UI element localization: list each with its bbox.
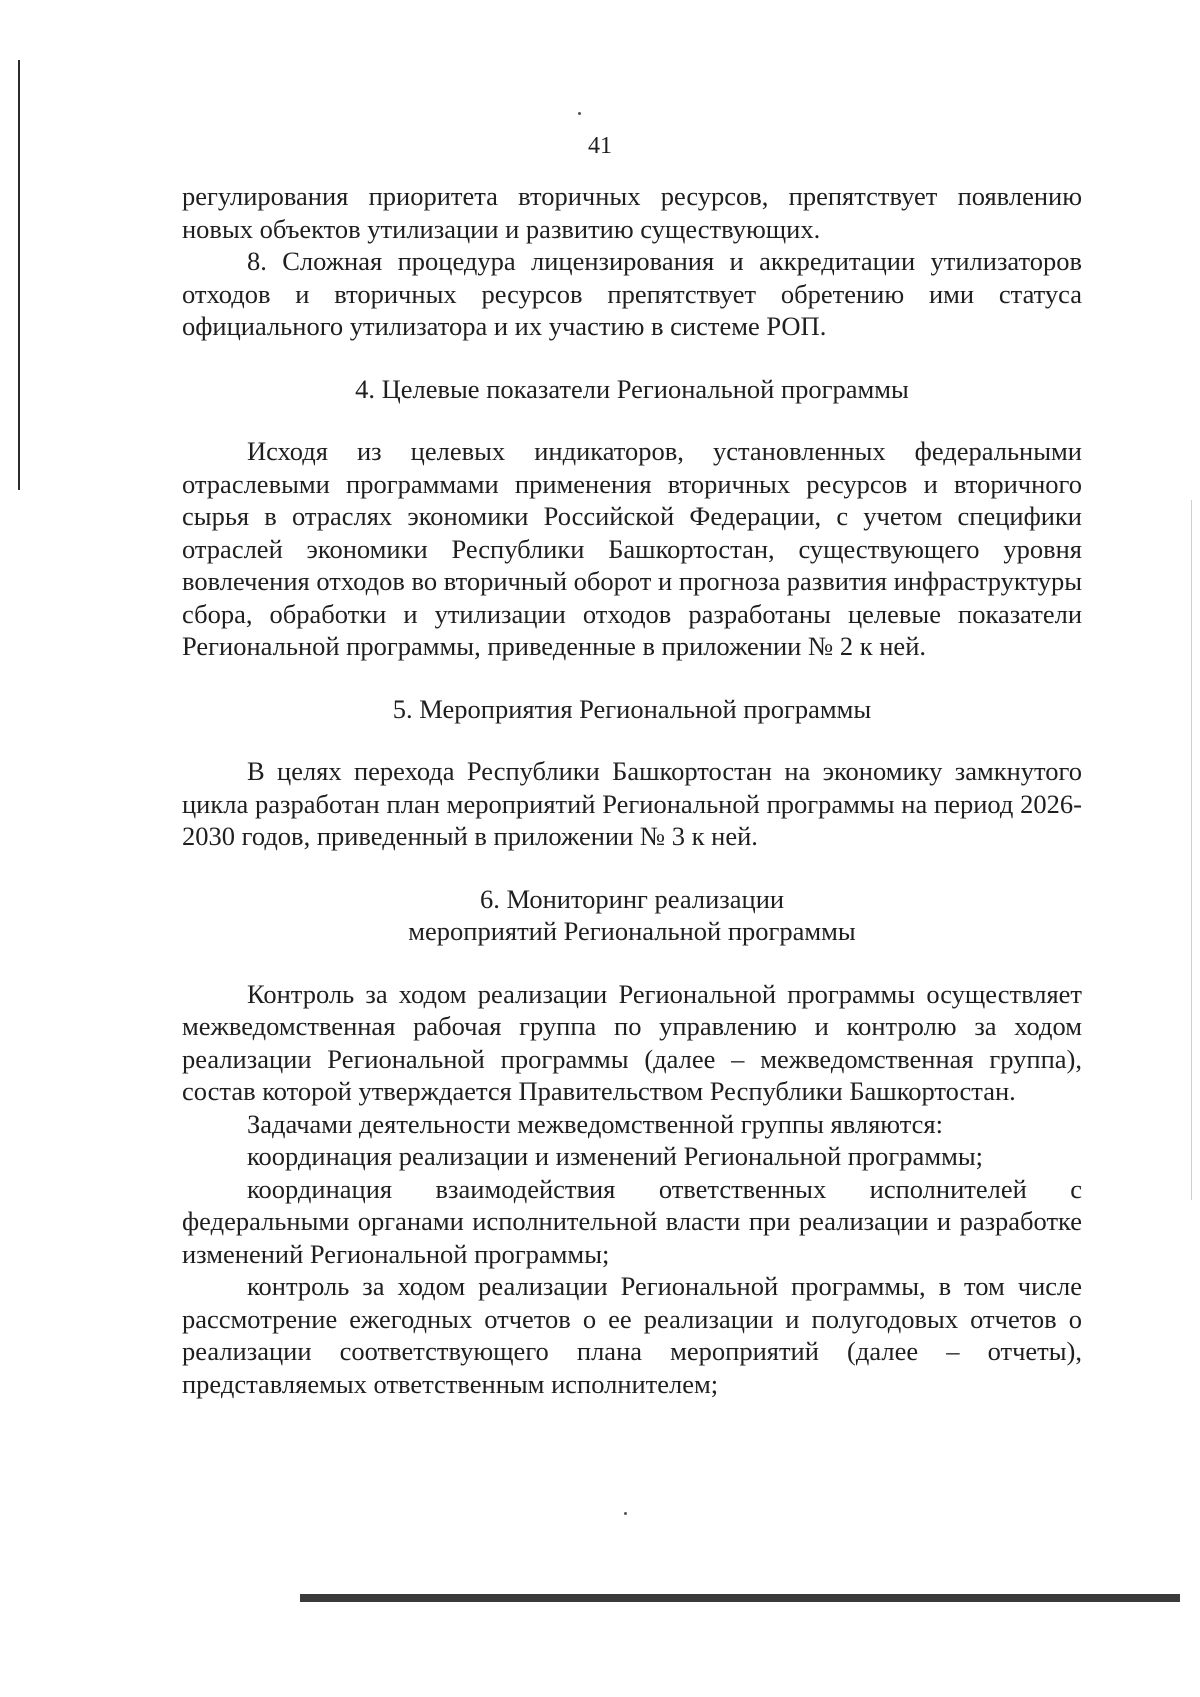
section-heading-4: 4. Целевые показатели Региональной программы	[355, 373, 909, 404]
paragraph: координация взаимодействия ответственных исполнителей с федеральными органами исполнительной власти при реализации и разработке изменений Региональной программы;	[182, 1173, 1082, 1269]
scan-speck	[578, 112, 581, 115]
document-body	[182, 180, 1082, 1400]
scan-right-edge	[1191, 500, 1192, 1200]
section-heading-6	[182, 883, 1082, 948]
paragraph: координация реализации и изменений Региональной программы;	[247, 1141, 984, 1171]
paragraph: Исходя из целевых индикаторов, установленных федеральными отраслевыми программами применения вторичных ресурсов и вторичного сырья в отраслях экономики Российской Федерации, с учетом специфики отраслей экономики Республики Башкортостан, существующего уровня вовлечения отходов во вторичный оборот и прогноза развития инфраструктуры сбора, обработки и утилизации отходов разработаны целевые показатели Региональной программы, приведенные в приложении № 2 к ней.	[182, 436, 1082, 661]
paragraph: 8. Сложная процедура лицензирования и аккредитации утилизаторов отходов и вторичных ресурсов препятствует обретению ими статуса официального утилизатора и их участию в системе РОП.	[182, 246, 1082, 341]
paragraph: Контроль за ходом реализации Региональной программы осуществляет межведомственная рабочая группа по управлению и контролю за ходом реализации Региональной программы (далее – межведомственная группа), состав которой утверждается Правительством Республики Башкортостан.	[182, 978, 1082, 1106]
section-heading-6-line2: мероприятий Региональной программы	[408, 916, 856, 946]
paragraph: В целях перехода Республики Башкортостан на экономику замкнутого цикла разработан план мероприятий Региональной программы на период 2026-2030 годов, приведенный в приложении № 3 к ней.	[182, 756, 1082, 851]
section-heading-5: 5. Мероприятия Региональной программы	[392, 693, 872, 724]
page-number: 41	[588, 133, 612, 159]
section-heading-6-line1: 6. Мониторинг реализации	[479, 883, 785, 914]
scan-left-edge	[18, 60, 20, 490]
paragraph: регулирования приоритета вторичных ресурсов, препятствует появлению новых объектов утилизации и развитию существующих.	[182, 181, 1082, 244]
scan-bottom-bar	[300, 1594, 1180, 1602]
paragraph: Задачами деятельности межведомственной группы являются:	[247, 1108, 943, 1139]
paragraph: контроль за ходом реализации Региональной программы, в том числе рассмотрение ежегодных отчетов о ее реализации и полугодовых отчетов о реализации соответствующего плана мероприятий (далее – отчеты), представляемых ответственным исполнителем;	[182, 1271, 1082, 1399]
scan-speck	[624, 1512, 627, 1515]
